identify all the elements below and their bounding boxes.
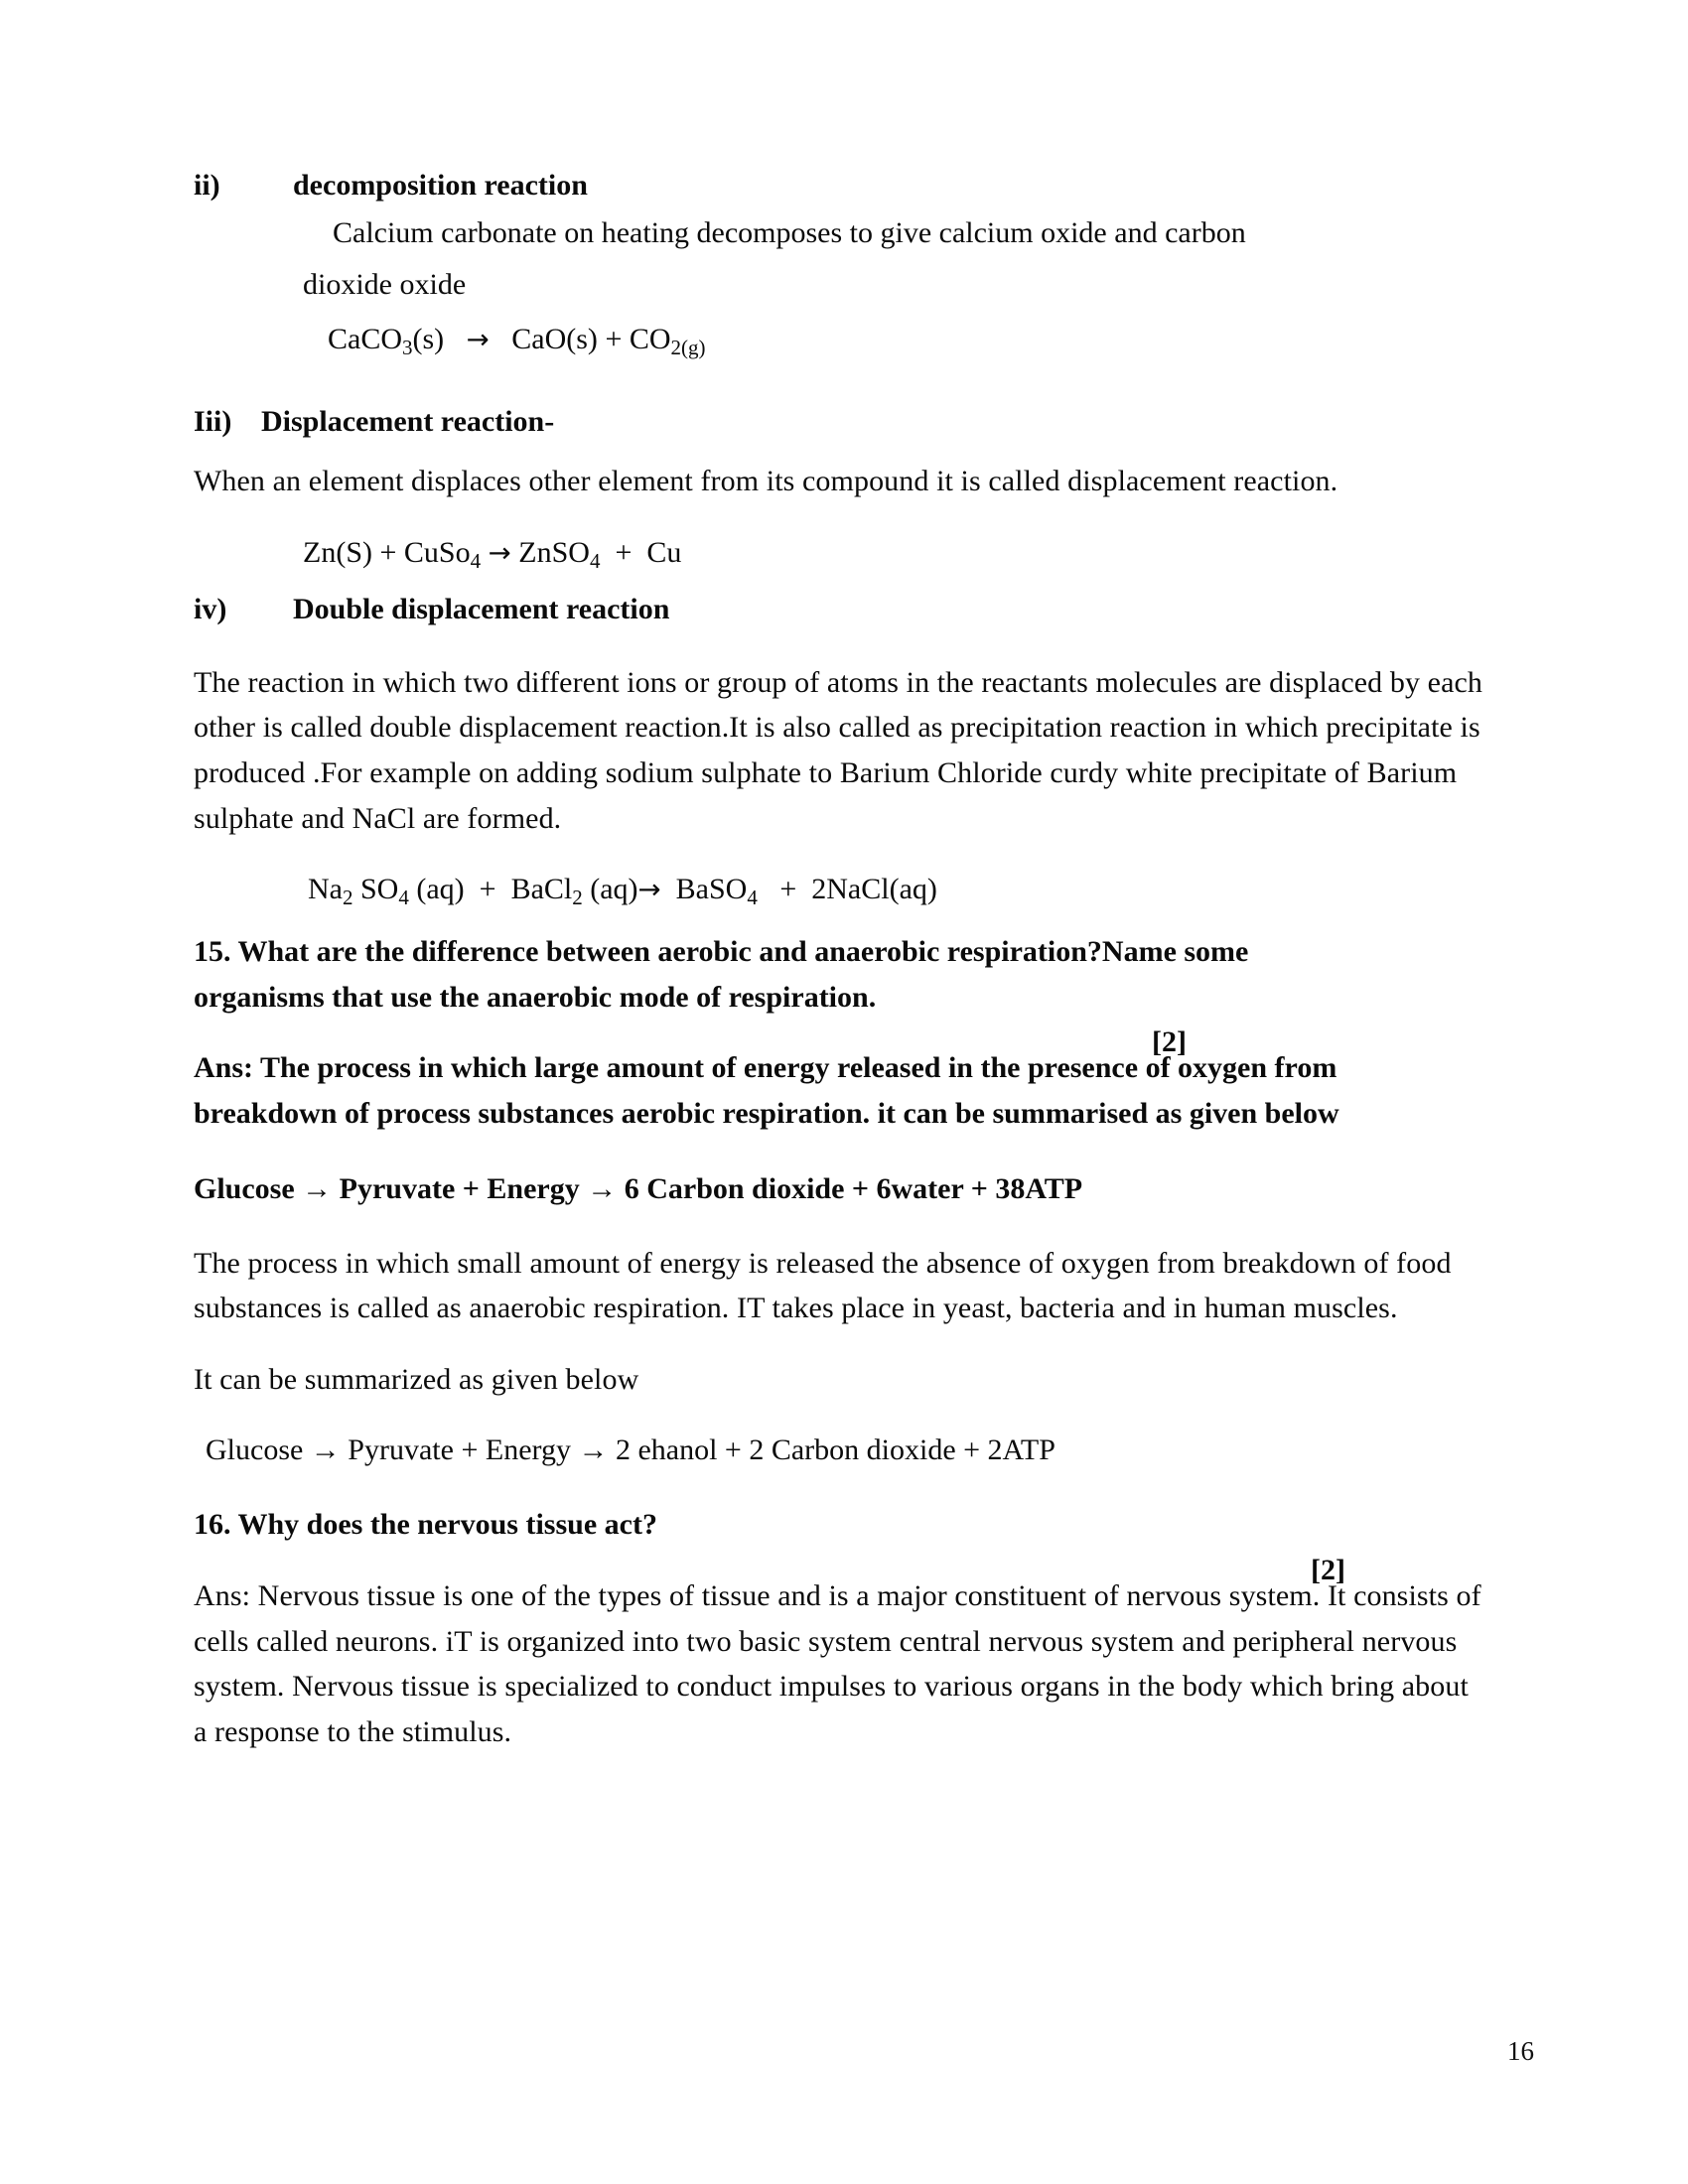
eq-product-2-sub: 2(g) — [670, 336, 706, 360]
eq-product-1: BaSO — [675, 873, 748, 906]
page-content — [194, 169, 1484, 1754]
heading-decomposition-label: decomposition reaction — [293, 169, 588, 202]
eq-product-1: ZnSO — [518, 535, 590, 569]
equation-aerobic-respiration: Glucose → Pyruvate + Energy → 6 Carbon dioxide + 6water + 38ATP — [194, 1171, 1083, 1205]
eq-reactant-2: CuSo — [403, 535, 471, 569]
eq-plus-1: + — [379, 535, 397, 569]
question-15-text: 15. What are the difference between aerobic and anaerobic respiration?Name some organisms that use the anaerobic mode of respiration. — [194, 935, 1249, 1014]
equation-displacement — [194, 530, 1484, 575]
equation-decomposition — [194, 317, 1484, 361]
list-marker-iii: Iii) — [194, 405, 232, 439]
eq-reactant-2: BaCl — [510, 873, 573, 906]
eq-product-1: CaO(s) — [511, 323, 598, 356]
question-16 — [194, 1502, 1484, 1586]
eq-plus-2: + — [779, 873, 797, 906]
heading-decomposition-reaction — [194, 169, 1484, 203]
question-16-text: 16. Why does the nervous tissue act? — [194, 1508, 657, 1542]
equation-double-displacement — [194, 867, 1484, 911]
question-16-marks: [2] — [1311, 1553, 1345, 1586]
arrow-icon: → — [637, 873, 661, 906]
eq-product-2: Cu — [646, 535, 682, 569]
eq-reactant-2-sub: 2 — [572, 886, 583, 910]
list-marker-iv: iv) — [194, 592, 227, 625]
heading-displacement-label: Displacement reaction- — [261, 405, 555, 439]
eq-reactant-1: Na — [308, 873, 343, 906]
eq-plus: + — [605, 323, 623, 356]
eq-plus-2: + — [615, 535, 633, 569]
heading-double-displacement-reaction — [194, 593, 1484, 626]
heading-displacement-reaction — [194, 405, 1484, 439]
eq-plus-1: + — [479, 873, 496, 906]
eq-reactant-1b-sub: 4 — [398, 886, 409, 910]
list-marker-ii: ii) — [194, 169, 220, 202]
decomposition-body-line-1: Calcium carbonate on heating decomposes to give calcium oxide and carbon — [333, 216, 1246, 249]
eq-reactant-sub: 3 — [402, 336, 413, 360]
heading-double-displacement-label: Double displacement reaction — [293, 592, 670, 625]
eq-reactant-1: Zn(S) — [303, 535, 372, 569]
answer-15-paragraph-2: The process in which small amount of energy is released the absence of oxygen from breakdown of food substances is called as anaerobic respiration. IT takes place in yeast, bacteria and in human muscles. — [194, 1246, 1452, 1325]
eq-product-2: CO — [629, 323, 671, 356]
arrow-icon: → — [466, 323, 490, 356]
eq-product-1-sub: 4 — [747, 886, 758, 910]
decomposition-body-line-2: dioxide oxide — [303, 267, 467, 301]
eq-reactant-1b: SO — [359, 873, 399, 906]
eq-reactant-state: (s) — [412, 323, 445, 356]
arrow-icon: → — [488, 535, 511, 569]
eq-reactant-1-state: (aq) — [416, 873, 465, 906]
answer-15-paragraph-3: It can be summarized as given below — [194, 1362, 639, 1396]
answer-15-intro: Ans: The process in which large amount of energy released in the presence of oxygen from breakdown of process substances aerobic respiration. it can be summarised as given below — [194, 1051, 1339, 1130]
page-number: 16 — [1507, 2036, 1534, 2066]
eq-reactant-2-state: (aq) — [590, 873, 638, 906]
eq-reactant-2-sub: 4 — [470, 548, 482, 573]
question-15-marks: [2] — [1152, 1025, 1187, 1059]
eq-reactant-1-sub: 2 — [342, 886, 353, 910]
equation-anaerobic-respiration: Glucose → Pyruvate + Energy → 2 ehanol + 2 Carbon dioxide + 2ATP — [206, 1433, 1055, 1467]
double-displacement-paragraph: The reaction in which two different ions or group of atoms in the reactants molecules are displaced by each other is called double displacement reaction.It is also called as precipitation reaction in which precipitate is produced .For example on adding sodium sulphate to Barium Chloride curdy white precipitate of Barium sulphate and NaCl are formed. — [194, 665, 1483, 835]
displacement-paragraph: When an element displaces other element from its compound it is called displacement reaction. — [194, 465, 1338, 498]
question-15 — [194, 929, 1484, 1059]
eq-product-2: 2NaCl(aq) — [811, 873, 937, 906]
answer-16-paragraph: Ans: Nervous tissue is one of the types of tissue and is a major constituent of nervous system. It consists of cells called neurons. iT is organized into two basic system central nervous system and peripheral nervous system. Nervous tissue is specialized to conduct impulses to various organs in the body which bring about a response to the stimulus. — [194, 1578, 1481, 1748]
eq-product-1-sub: 4 — [589, 548, 601, 573]
eq-reactant: CaCO — [328, 323, 402, 356]
